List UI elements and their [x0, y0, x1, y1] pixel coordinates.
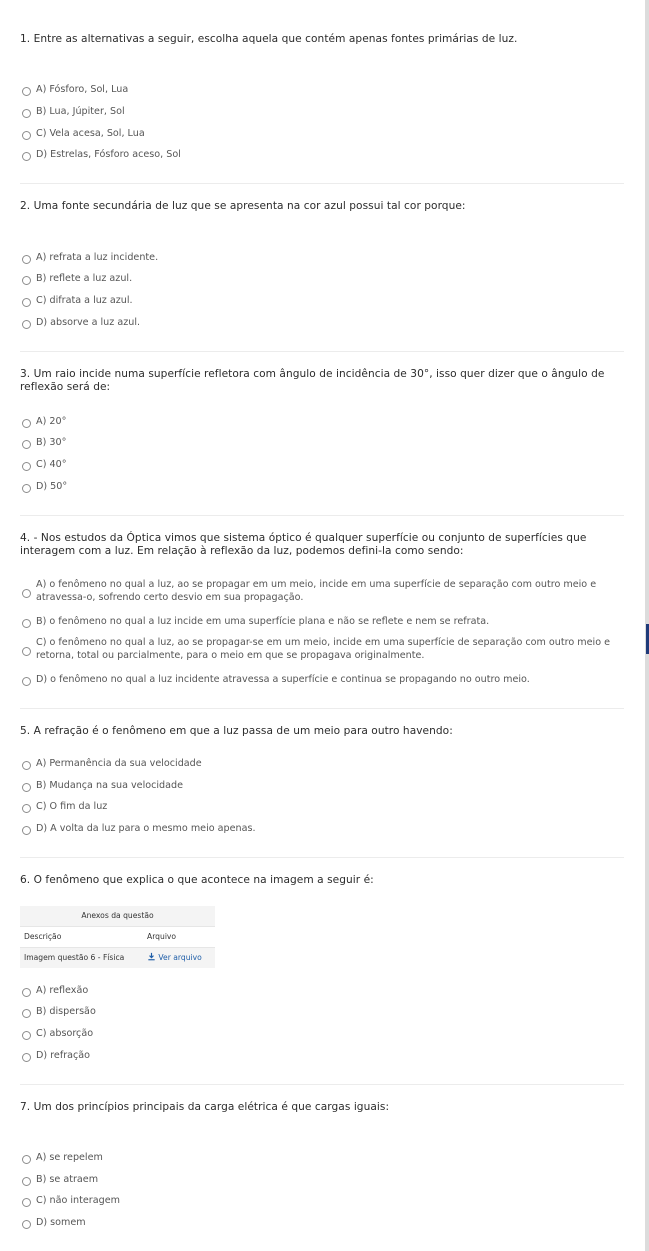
- option-label-line-1: A) o fenômeno no qual a luz, ao se propagar em um meio, incide em uma superfície de separação com outro meio e: [36, 579, 597, 590]
- option-label: D) Estrelas, Fósforo aceso, Sol: [36, 149, 181, 160]
- radio-button[interactable]: [22, 1031, 31, 1040]
- radio-button[interactable]: [22, 619, 31, 628]
- option-label: B) se atraem: [36, 1174, 99, 1185]
- question-annex-table: [20, 906, 215, 968]
- option-label: A) reflexão: [36, 985, 89, 996]
- option-label: D) o fenômeno no qual a luz incidente atravessa a superfície e continua se propagando no outro meio.: [36, 674, 530, 685]
- radio-button[interactable]: [22, 484, 31, 493]
- option-label-line-1: C) o fenômeno no qual a luz, ao se propagar-se em um meio, incide em uma superfície de separação com outro meio e: [36, 637, 611, 648]
- option-label: C) não interagem: [36, 1195, 120, 1206]
- question-title-line-2: interagem com a luz. Em relação à reflexão da luz, podemos defini-la como sendo:: [20, 545, 464, 557]
- radio-button[interactable]: [22, 647, 31, 656]
- radio-button[interactable]: [22, 276, 31, 285]
- option-label: B) Lua, Júpiter, Sol: [36, 106, 125, 117]
- question-title: 7. Um dos princípios principais da carga elétrica é que cargas iguais:: [20, 1101, 390, 1113]
- annex-heading: Anexos da questão: [20, 906, 215, 927]
- download-icon: [147, 952, 156, 961]
- divider: [20, 857, 624, 858]
- option-label: C) Vela acesa, Sol, Lua: [36, 128, 145, 139]
- option-label: A) 20°: [36, 416, 67, 427]
- annex-col-description: Descrição: [24, 932, 62, 941]
- option-label: B) dispersão: [36, 1006, 96, 1017]
- radio-button[interactable]: [22, 255, 31, 264]
- radio-button[interactable]: [22, 988, 31, 997]
- option-label: B) 30°: [36, 437, 67, 448]
- question-title: 6. O fenômeno que explica o que acontece na imagem a seguir é:: [20, 874, 374, 886]
- option-label: A) se repelem: [36, 1152, 103, 1163]
- annex-data-row: [20, 948, 215, 968]
- divider: [20, 515, 624, 516]
- radio-button[interactable]: [22, 131, 31, 140]
- option-label: A) refrata a luz incidente.: [36, 252, 159, 263]
- option-label: D) absorve a luz azul.: [36, 317, 141, 328]
- question-title: 2. Uma fonte secundária de luz que se apresenta na cor azul possui tal cor porque:: [20, 200, 466, 212]
- option-label: D) 50°: [36, 481, 68, 492]
- view-file-link[interactable]: [147, 948, 202, 968]
- annex-description: Imagem questão 6 - Física: [24, 953, 125, 962]
- question-title: 5. A refração é o fenômeno em que a luz passa de um meio para outro havendo:: [20, 725, 453, 737]
- radio-button[interactable]: [22, 1009, 31, 1018]
- option-label: B) reflete a luz azul.: [36, 273, 133, 284]
- question-title-line-1: 4. - Nos estudos da Óptica vimos que sistema óptico é qualquer superfície ou conjunto de superfícies que: [20, 532, 587, 544]
- radio-button[interactable]: [22, 804, 31, 813]
- radio-button[interactable]: [22, 1155, 31, 1164]
- radio-button[interactable]: [22, 320, 31, 329]
- question-title: 1. Entre as alternativas a seguir, escolha aquela que contém apenas fontes primárias de luz.: [20, 33, 518, 45]
- option-label: B) Mudança na sua velocidade: [36, 780, 184, 791]
- divider: [20, 351, 624, 352]
- radio-button[interactable]: [22, 783, 31, 792]
- view-file-link-label: Ver arquivo: [158, 953, 202, 962]
- option-label: C) absorção: [36, 1028, 94, 1039]
- question-title-line-2: reflexão será de:: [20, 381, 111, 393]
- divider: [20, 183, 624, 184]
- radio-button[interactable]: [22, 87, 31, 96]
- radio-button[interactable]: [22, 109, 31, 118]
- annex-col-file: Arquivo: [147, 932, 177, 941]
- radio-button[interactable]: [22, 419, 31, 428]
- option-label: B) o fenômeno no qual a luz incide em uma superfície plana e não se reflete e nem se refrata.: [36, 616, 490, 627]
- option-label: D) somem: [36, 1217, 86, 1228]
- radio-button[interactable]: [22, 462, 31, 471]
- option-label: D) A volta da luz para o mesmo meio apenas.: [36, 823, 256, 834]
- option-label: A) Permanência da sua velocidade: [36, 758, 202, 769]
- option-label-line-2: atravessa-o, sofrendo certo desvio em sua propagação.: [36, 592, 304, 603]
- question-title-line-1: 3. Um raio incide numa superfície refletora com ângulo de incidência de 30°, isso quer dizer que o ângulo de: [20, 368, 605, 380]
- option-label: C) 40°: [36, 459, 67, 470]
- radio-button[interactable]: [22, 1177, 31, 1186]
- option-label: D) refração: [36, 1050, 91, 1061]
- divider: [20, 1084, 624, 1085]
- radio-button[interactable]: [22, 1198, 31, 1207]
- option-label: C) O fim da luz: [36, 801, 108, 812]
- radio-button[interactable]: [22, 152, 31, 161]
- radio-button[interactable]: [22, 298, 31, 307]
- option-label: C) difrata a luz azul.: [36, 295, 133, 306]
- radio-button[interactable]: [22, 826, 31, 835]
- radio-button[interactable]: [22, 589, 31, 598]
- radio-button[interactable]: [22, 440, 31, 449]
- radio-button[interactable]: [22, 1220, 31, 1229]
- divider: [20, 708, 624, 709]
- annex-header-row: [20, 927, 215, 948]
- radio-button[interactable]: [22, 1053, 31, 1062]
- option-label-line-2: retorna, total ou parcialmente, para o meio em que se propagava originalmente.: [36, 650, 425, 661]
- radio-button[interactable]: [22, 677, 31, 686]
- radio-button[interactable]: [22, 761, 31, 770]
- option-label: A) Fósforo, Sol, Lua: [36, 84, 129, 95]
